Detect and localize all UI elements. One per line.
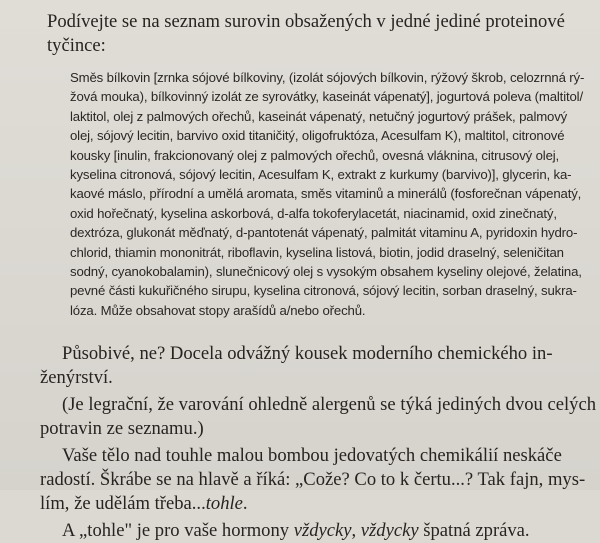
ingredient-line: chlorid, thiamin mononitrát, riboflavin, kyselina listová, biotin, jodid draselný, seleničitan <box>70 244 564 260</box>
paragraph-line: (Je legrační, že varování ohledně alergenů se týká jediných dvou celých <box>62 394 597 416</box>
italic-run: vždycky <box>360 520 419 542</box>
text-run: lím, že udělám třeba... <box>40 493 206 515</box>
italic-run: vždycky <box>293 520 352 542</box>
intro-line: tyčince: <box>47 35 106 56</box>
ingredient-line: kaové máslo, přírodní a umělá aromata, směs vitaminů a minerálů (fosforečnan vápenatý, <box>70 186 582 202</box>
ingredient-line: kyselina citronová, sójový lecitin, Acesulfam K, extrakt z kurkumy (barvivo)], glycerin, ka- <box>70 167 572 183</box>
ingredient-line: žová mouka), bílkovinný izolát ze syrovátky, kaseinát vápenatý], jogurtová poleva (maltitol/ <box>70 89 583 105</box>
paragraph-line: ženýrství. <box>40 367 113 389</box>
ingredient-list <box>70 68 585 320</box>
ingredient-line: kousky [inulin, frakcionovaný olej z palmových ořechů, ovesná vláknina, citrusový olej, <box>70 147 560 163</box>
paragraph-line <box>40 492 558 516</box>
paragraph-line: radostí. Škrábe se na hlavě a říká: „Cože? Co to k čertu...? Tak fajn, mys- <box>40 469 586 491</box>
paragraph-line: potravin ze seznamu.) <box>40 418 204 440</box>
ingredient-line: lóza. Může obsahovat stopy arašídů a/nebo ořechů. <box>70 302 366 318</box>
intro-line: Podívejte se na seznam surovin obsažených v jedné jediné proteinové <box>47 11 565 32</box>
paragraph-line <box>40 519 558 543</box>
text-run: , <box>351 520 361 542</box>
italic-run: tohle <box>205 493 243 515</box>
text-run: špatná zpráva. <box>418 520 530 542</box>
text-run: A „tohle" je pro vaše hormony <box>62 520 294 542</box>
ingredient-line: olej, sójový lecitin, barvivo oxid titaničitý, oligofruktóza, Acesulfam K), maltitol, citronové <box>70 128 565 144</box>
ingredient-line: pevné části kukuřičného sirupu, kyselina citronová, sójový lecitin, sorban draselný, sukra- <box>70 283 577 299</box>
ingredient-line: laktitol, olej z palmových ořechů, kaseinát vápenatý, netučný jogurtový prášek, palmový <box>70 108 568 124</box>
ingredient-line: sodný, cyanokobalamin), slunečnicový olej s vysokým obsahem kyseliny olejové, želatina, <box>70 264 582 280</box>
ingredient-line: Směs bílkovin [zrnka sójové bílkoviny, (izolát sójových bílkovin, rýžový škrob, celozrnná rý- <box>70 70 585 85</box>
paragraph-line: Vaše tělo nad touhle malou bombou jedovatých chemikálií neskáče <box>62 445 562 467</box>
ingredient-line: oxid hořečnatý, kyselina askorbová, d-alfa tokoferylacetát, niacinamid, oxid zinečnatý, <box>70 205 557 221</box>
ingredient-line: dextróza, glukonát měďnatý, d-pantotenát vápenatý, palmitát vitaminu A, pyridoxin hydro- <box>70 225 578 241</box>
intro-paragraph <box>47 10 565 58</box>
text-run: . <box>242 493 248 515</box>
paragraph-line: Působivé, ne? Docela odvážný kousek moderního chemického in- <box>62 343 553 365</box>
body-text <box>40 342 597 543</box>
